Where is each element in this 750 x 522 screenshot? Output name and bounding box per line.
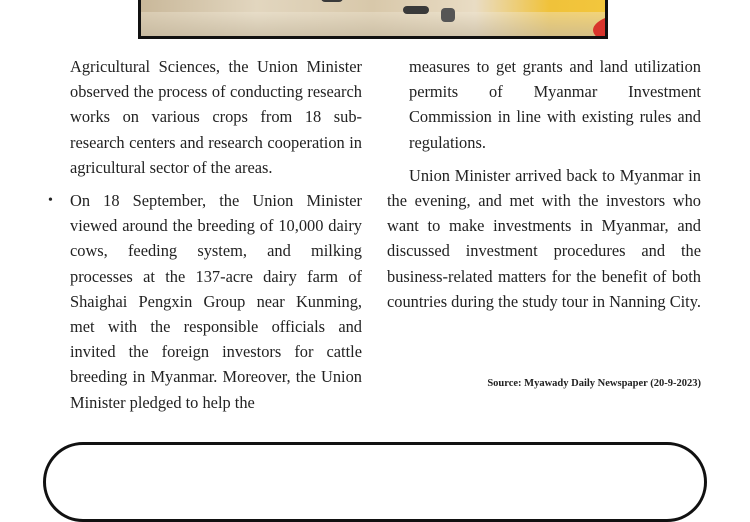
- photo-shoe: [441, 8, 455, 22]
- left-continuation-paragraph: Agricultural Sciences, the Union Minister observed the process of conducting research works on various crops from 18 sub-research centers and research cooperation in agricultural sector of the areas.: [70, 57, 362, 177]
- source-credit: Source: Myawady Daily Newspaper (20-9-2023): [487, 378, 701, 389]
- bullet-text: On 18 September, the Union Minister viewed around the breeding of 10,000 dairy cows, feeding system, and milking processes at the 137-acre dairy farm of Shaighai Pengxin Group near Kunming, met with the responsible officials and invited the foreign investors for cattle breeding in Myanmar. Moreover, the Union Minister pledged to help the: [70, 191, 362, 412]
- bottom-rounded-frame: [43, 442, 707, 522]
- article-photo: [138, 0, 608, 39]
- right-column: [387, 54, 701, 314]
- photo-floor: [141, 12, 605, 36]
- right-continuation-paragraph: measures to get grants and land utilization permits of Myanmar Investment Commission in line with existing rules and regulations.: [409, 57, 701, 152]
- right-paragraph: Union Minister arrived back to Myanmar in the evening, and met with the investors who want to make investments in Myanmar, and discussed investment procedures and the business-related matters for the benefit of both countries during the study tour in Nanning City.: [387, 165, 701, 311]
- left-column: [48, 54, 362, 415]
- bullet-marker: •: [48, 193, 53, 209]
- photo-shoe: [321, 0, 343, 2]
- bullet-paragraph: [48, 188, 362, 415]
- photo-shoe: [403, 6, 429, 14]
